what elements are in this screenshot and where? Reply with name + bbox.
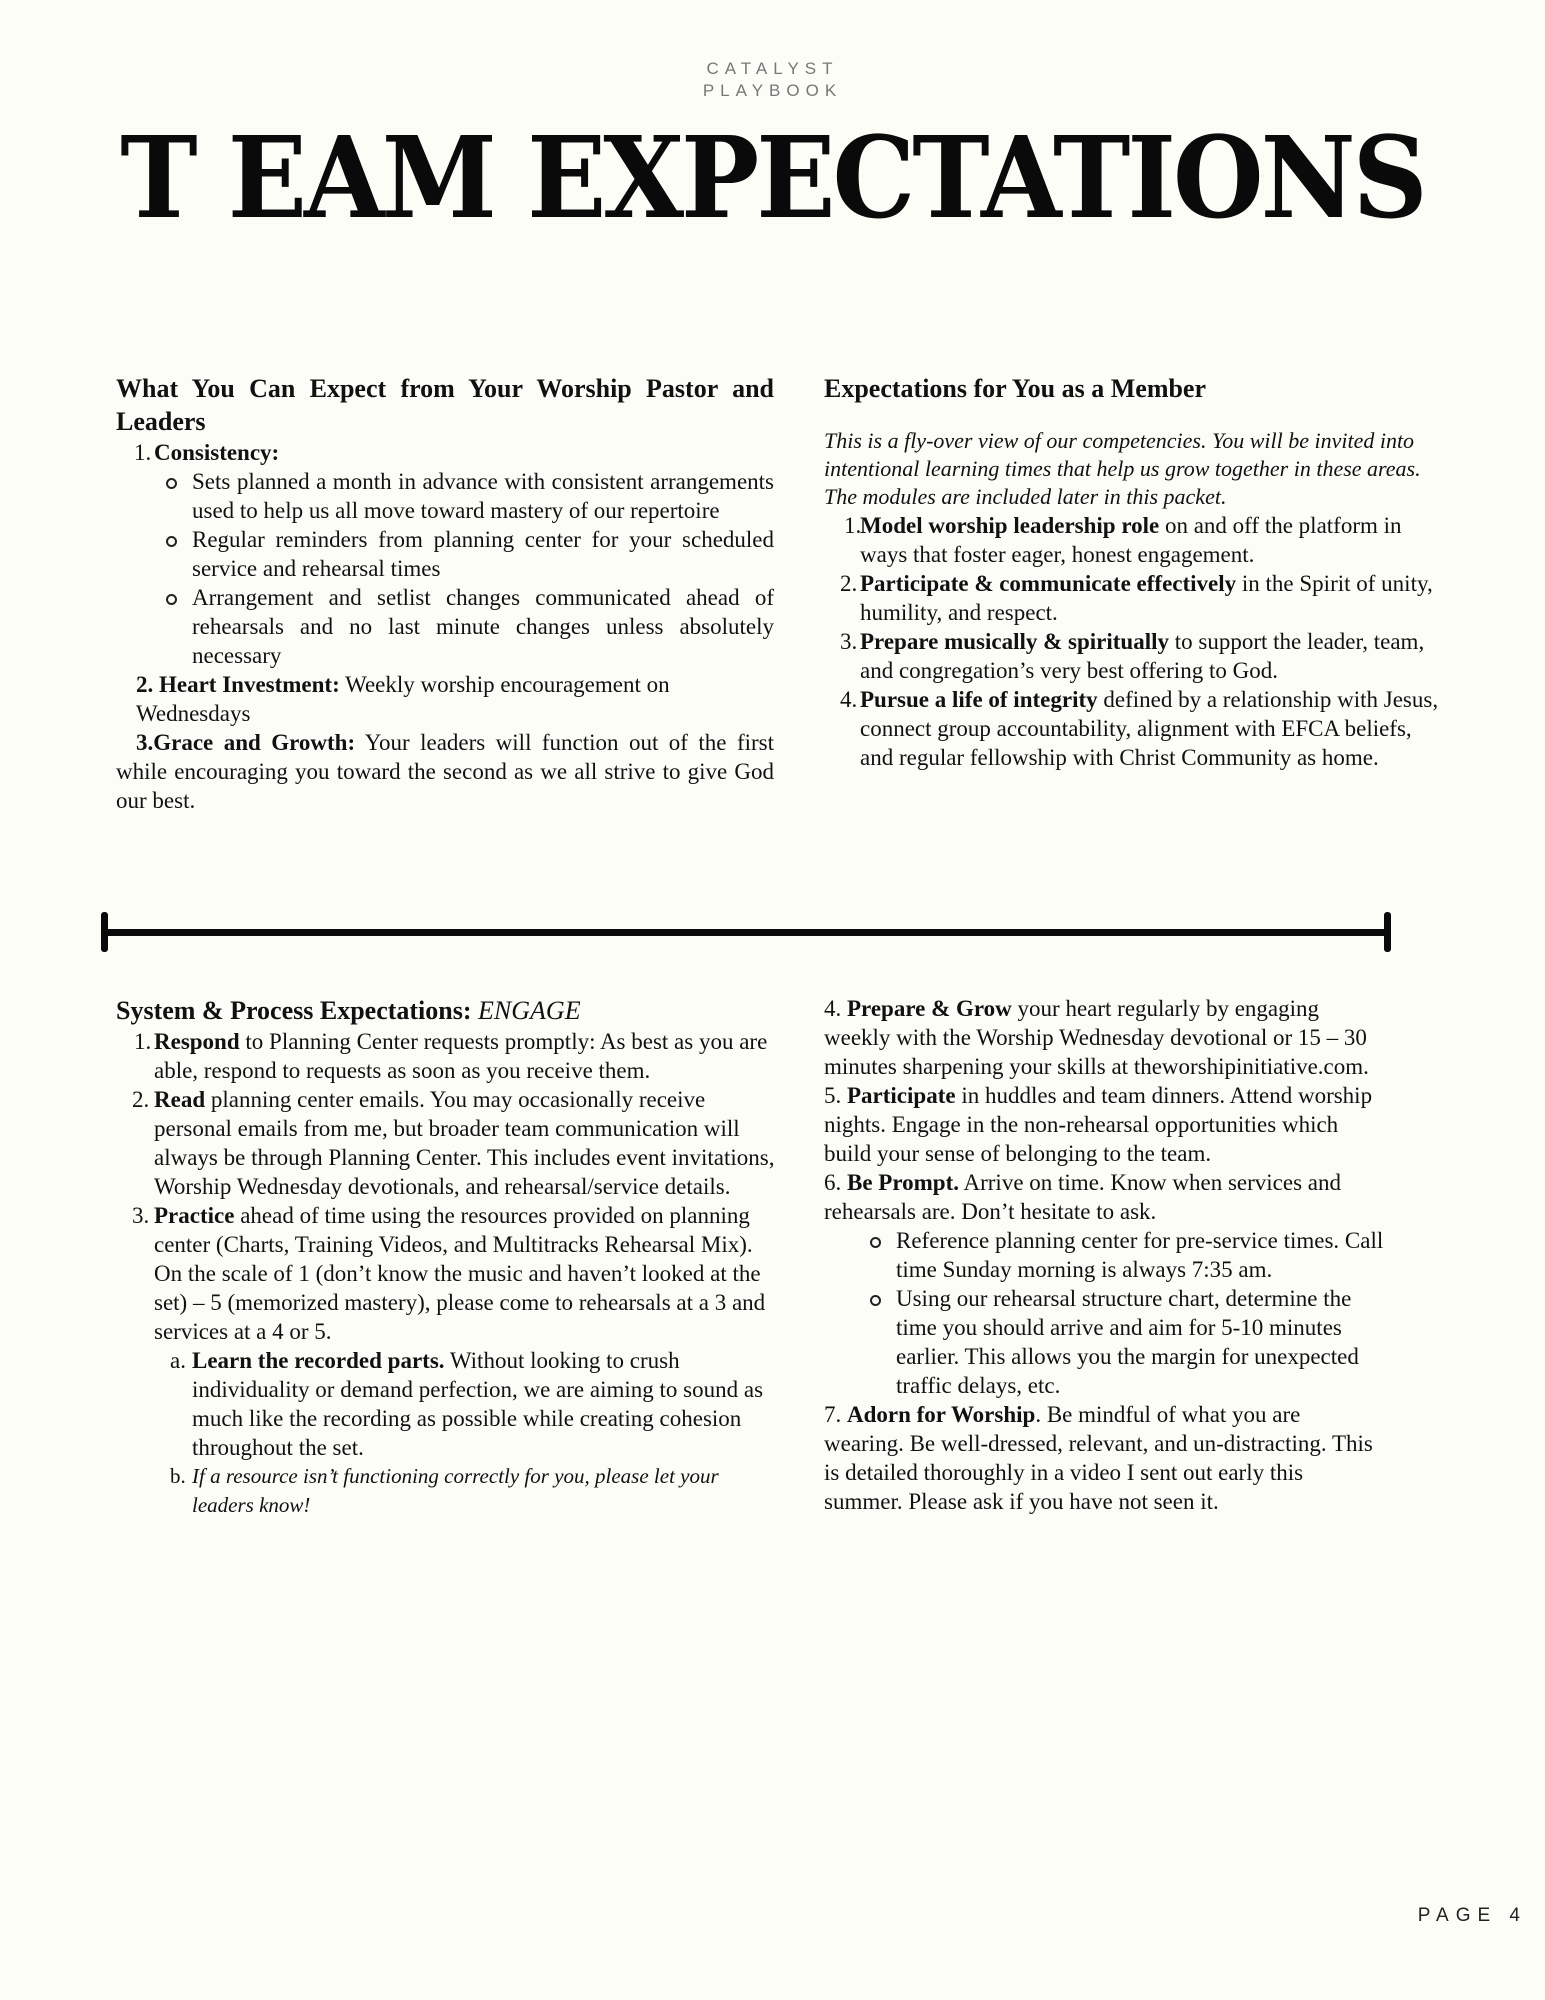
item-label: Grace and Growth: xyxy=(153,730,356,755)
item-letter: a. xyxy=(170,1348,186,1373)
item-text: to Planning Center requests promptly: As best as you are able, respond to requests as soon as you receive them. xyxy=(154,1029,768,1083)
list-item xyxy=(116,728,774,815)
item-number: 1. xyxy=(844,513,862,538)
leader-expectations-list xyxy=(116,438,774,467)
divider-cap-left xyxy=(101,912,108,952)
item-number: 2. xyxy=(840,571,858,596)
divider-bar xyxy=(101,929,1391,936)
consistency-bullets xyxy=(158,467,774,670)
brand-line-1: CATALYST xyxy=(706,59,839,78)
item-text: ahead of time using the resources provided on planning center (Charts, Training Videos, and Multitracks Rehearsal Mix). On the scale of 1 (don’t know the music and haven’t looked at the set) – 5 (memorized mastery), please come to rehearsals at a 3 and services at a 4 or 5. xyxy=(154,1203,766,1344)
list-item xyxy=(116,1027,776,1085)
list-item: Sets planned a month in advance with consistent arrangements used to help us all move toward mastery of our repertoire xyxy=(158,467,774,525)
item-label: Adorn for Worship xyxy=(847,1402,1036,1427)
list-item xyxy=(170,1346,776,1462)
item-label: Read xyxy=(154,1087,206,1112)
item-number: 6. xyxy=(824,1170,842,1195)
list-item xyxy=(824,1168,1384,1226)
item-label: Participate xyxy=(847,1083,956,1108)
item-number: 4. xyxy=(824,996,842,1021)
list-item xyxy=(824,1400,1384,1516)
list-item xyxy=(116,438,774,467)
list-item xyxy=(824,569,1446,627)
list-item xyxy=(824,1081,1384,1168)
item-label: Participate & communicate effectively xyxy=(860,571,1237,596)
item-label: Pursue a life of integrity xyxy=(860,687,1098,712)
list-item xyxy=(116,1085,776,1201)
item-label: Be Prompt. xyxy=(847,1170,960,1195)
item-number: 3. xyxy=(132,1203,150,1228)
item-number: 7. xyxy=(824,1402,842,1427)
item-text: on and off the platform in ways that foster eager, honest engagement. xyxy=(860,513,1402,567)
list-item: Reference planning center for pre-service times. Call time Sunday morning is always 7:35 am. xyxy=(862,1226,1384,1284)
item-text: planning center emails. You may occasionally receive personal emails from me, but broader team communication will always be through Planning Center. This includes event invitations, Worship Wednesday devotionals, and rehearsal/service details. xyxy=(154,1087,775,1199)
item-letter: b. xyxy=(170,1464,186,1488)
list-item xyxy=(170,1462,776,1520)
be-prompt-bullets xyxy=(862,1226,1384,1400)
brand-line-2: PLAYBOOK xyxy=(702,81,843,100)
list-item: Using our rehearsal structure chart, determine the time you should arrive and aim for 5-10 minutes earlier. This allows you the margin for unexpected traffic delays, etc. xyxy=(862,1284,1384,1400)
section-divider xyxy=(101,912,1391,952)
item-label: Prepare musically & spiritually xyxy=(860,629,1169,654)
item-number: 3. xyxy=(136,730,154,755)
list-item: Regular reminders from planning center for your scheduled service and rehearsal times xyxy=(158,525,774,583)
item-label: Learn the recorded parts. xyxy=(192,1348,445,1373)
item-text: defined by a relationship with Jesus, connect group accountability, alignment with EFCA beliefs, and regular fellowship with Christ Community as home. xyxy=(860,687,1439,770)
item-number: 1. xyxy=(134,440,152,465)
member-expectations-list xyxy=(824,511,1446,772)
divider-cap-right xyxy=(1384,912,1391,952)
item-text: . Be mindful of what you are wearing. Be well-dressed, relevant, and un-distracting. This is detailed thoroughly in a video I sent out early this summer. Please ask if you have not seen it. xyxy=(824,1402,1373,1514)
item-label: Prepare & Grow xyxy=(847,996,1012,1021)
item-number: 5. xyxy=(824,1083,842,1108)
item-text: in the Spirit of unity, humility, and respect. xyxy=(860,571,1433,625)
system-expectations-section xyxy=(116,994,776,1520)
practice-sub-list xyxy=(170,1346,776,1520)
item-label: Consistency: xyxy=(154,440,280,465)
item-text: If a resource isn’t functioning correctly for you, please let your leaders know! xyxy=(192,1464,719,1517)
item-text: Weekly worship encouragement on Wednesdays xyxy=(136,672,670,726)
member-expectations-section xyxy=(824,372,1446,772)
brand-header xyxy=(0,58,1545,102)
page-number: PAGE 4 xyxy=(1417,1905,1527,1926)
item-text: Arrive on time. Know when services and rehearsals are. Don’t hesitate to ask. xyxy=(824,1170,1341,1224)
list-item xyxy=(824,994,1384,1081)
list-item: Arrangement and setlist changes communicated ahead of rehearsals and no last minute changes unless absolutely necessary xyxy=(158,583,774,670)
item-label: Practice xyxy=(154,1203,235,1228)
system-expectations-list xyxy=(116,1027,776,1346)
member-expectations-heading: Expectations for You as a Member xyxy=(824,374,1207,403)
item-number: 2. xyxy=(132,1087,150,1112)
item-text: Your leaders will function out of the first while encouraging you toward the second as we all strive to give God our best. xyxy=(116,730,774,813)
item-text: to support the leader, team, and congregation’s very best offering to God. xyxy=(860,629,1425,683)
item-label: Model worship leadership role xyxy=(860,513,1160,538)
list-item xyxy=(116,1201,776,1346)
member-expectations-intro: This is a fly-over view of our competencies. You will be invited into intentional learning times that help us grow together in these areas. The modules are included later in this packet. xyxy=(824,428,1421,509)
item-text: Without looking to crush individuality or demand perfection, we are aiming to sound as much like the recording as possible while creating cohesion throughout the set. xyxy=(192,1348,764,1460)
heading-text: System & Process Expectations: xyxy=(116,996,472,1025)
page-title: T EAM EXPECTATIONS xyxy=(120,111,1425,244)
list-item xyxy=(824,511,1446,569)
system-expectations-heading xyxy=(116,994,776,1027)
list-item xyxy=(824,685,1446,772)
item-label: Respond xyxy=(154,1029,240,1054)
engage-continued-section xyxy=(824,994,1384,1516)
item-number: 1. xyxy=(134,1029,152,1054)
list-item xyxy=(116,670,774,728)
leader-expectations-heading: What You Can Expect from Your Worship Pastor and Leaders xyxy=(116,374,774,436)
heading-emphasis: ENGAGE xyxy=(478,996,581,1025)
list-item xyxy=(824,627,1446,685)
item-text: your heart regularly by engaging weekly with the Worship Wednesday devotional or 15 – 30 minutes sharpening your skills at theworshipinitiative.com. xyxy=(824,996,1369,1079)
leader-expectations-section xyxy=(116,372,774,815)
item-number: 3. xyxy=(840,629,858,654)
item-text: in huddles and team dinners. Attend worship nights. Engage in the non-rehearsal opportunities which build your sense of belonging to the team. xyxy=(824,1083,1373,1166)
item-label: Heart Investment: xyxy=(159,672,340,697)
item-number: 4. xyxy=(840,687,858,712)
item-number: 2. xyxy=(136,672,154,697)
